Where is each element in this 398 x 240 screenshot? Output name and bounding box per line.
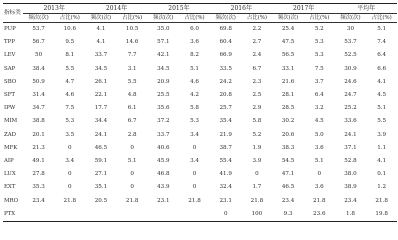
- row-label: EXT: [4, 184, 16, 191]
- frequency-cell: 34.5: [94, 65, 108, 72]
- table-row: [3, 49, 397, 62]
- year-header: 2014年: [85, 4, 147, 14]
- share-cell: 0: [130, 184, 134, 191]
- share-cell: 2.3: [252, 78, 262, 85]
- share-cell: 0: [192, 184, 197, 191]
- frequency-cell: 17.7: [94, 105, 108, 112]
- share-cell: 4.5: [314, 118, 324, 125]
- share-header: 占比(%): [366, 14, 397, 23]
- share-cell: 10.5: [125, 26, 139, 32]
- frequency-cell: 59.1: [94, 158, 108, 165]
- frequency-cell: 52.8: [344, 158, 357, 165]
- share-cell: 6.4: [377, 52, 387, 59]
- row-label: SFT: [4, 92, 16, 99]
- frequency-cell: 21.6: [281, 78, 295, 85]
- table-row: [3, 142, 397, 155]
- table-row: [3, 155, 397, 168]
- share-header: 占比(%): [179, 14, 210, 23]
- share-cell: 2.5: [252, 92, 262, 99]
- share-cell: 5.1: [377, 26, 387, 32]
- share-cell: 3.4: [65, 158, 75, 165]
- frequency-cell: 46.5: [94, 144, 108, 151]
- frequency-cell: 57.1: [157, 39, 170, 46]
- frequency-cell: 41.9: [219, 171, 232, 178]
- frequency-cell: 35.6: [157, 105, 170, 112]
- share-cell: 23.6: [304, 208, 335, 222]
- frequency-cell: 49.1: [32, 158, 45, 165]
- frequency-cell: 25.4: [281, 26, 295, 32]
- share-cell: 5.3: [314, 52, 324, 59]
- frequency-cell: [85, 208, 116, 222]
- frequency-cell: 37.2: [157, 118, 170, 125]
- frequency-cell: 38.0: [344, 171, 357, 178]
- year-header: 2017年: [273, 4, 335, 14]
- frequency-cell: 27.8: [32, 171, 45, 178]
- share-cell: 8.2: [190, 52, 199, 59]
- share-cell: 3.9: [252, 158, 262, 165]
- table-row: [3, 129, 397, 142]
- data-table-figure: [3, 3, 395, 229]
- share-cell: 2.2: [252, 26, 262, 32]
- frequency-cell: 46.8: [157, 171, 170, 178]
- share-cell: 6.6: [377, 65, 387, 72]
- share-cell: 4.6: [65, 92, 75, 99]
- frequency-cell: 53.7: [32, 26, 45, 32]
- share-cell: 3.4: [190, 158, 199, 165]
- frequency-cell: 33.7: [94, 52, 108, 59]
- share-cell: 7.4: [377, 39, 387, 46]
- table-row: [3, 63, 397, 76]
- frequency-cell: 38.9: [344, 184, 357, 191]
- table-row: [3, 102, 397, 115]
- share-cell: 5.2: [314, 26, 324, 32]
- table-row: [3, 168, 397, 181]
- share-cell: 1.1: [377, 144, 387, 151]
- year-header-row: [3, 4, 397, 14]
- share-cell: 3.4: [190, 131, 199, 138]
- share-cell: 4.2: [190, 92, 199, 99]
- share-cell: 5.1: [190, 65, 199, 72]
- frequency-cell: 0: [210, 208, 241, 222]
- share-cell: 7.7: [127, 52, 137, 59]
- table-row: [3, 115, 397, 128]
- frequency-cell: 66.9: [219, 52, 232, 59]
- frequency-cell: 33.6: [344, 118, 357, 125]
- frequency-cell: 30: [346, 26, 355, 32]
- frequency-cell: [23, 208, 54, 222]
- table-row: [3, 195, 397, 208]
- frequency-cell: 20.6: [281, 131, 295, 138]
- frequency-cell: 27.1: [94, 171, 108, 178]
- share-cell: 0: [130, 144, 134, 151]
- frequency-cell: 40.6: [157, 144, 170, 151]
- frequency-cell: 52.5: [344, 52, 357, 59]
- row-label: IPW: [4, 105, 16, 112]
- frequency-cell: 38.7: [219, 144, 232, 151]
- frequency-cell: 50.9: [32, 78, 45, 85]
- frequency-cell: 34.7: [32, 105, 45, 112]
- frequency-cell: 56.5: [281, 52, 295, 59]
- share-cell: 5.3: [65, 118, 75, 125]
- frequency-cell: 21.3: [32, 144, 45, 151]
- frequency-cell: 47.1: [281, 171, 295, 178]
- share-cell: 0: [68, 184, 72, 191]
- frequency-cell: [148, 208, 179, 222]
- frequency-cell: 23.1: [219, 197, 232, 204]
- frequency-cell: 23.4: [32, 197, 45, 204]
- frequency-cell: 1.8: [335, 208, 366, 222]
- share-cell: 6.7: [252, 65, 262, 72]
- share-cell: 6.0: [190, 26, 199, 32]
- share-header: 占比(%): [54, 14, 85, 23]
- share-cell: 5.8: [252, 118, 262, 125]
- table-row: [3, 208, 397, 222]
- frequency-cell: 23.4: [344, 197, 357, 204]
- frequency-cell: 30.9: [344, 65, 357, 72]
- table-row: [3, 89, 397, 102]
- share-cell: 3.6: [314, 184, 324, 191]
- frequency-cell: 4.1: [96, 39, 106, 46]
- frequency-cell: 21.9: [219, 131, 232, 138]
- frequency-cell: 43.9: [157, 184, 170, 191]
- share-cell: 4.8: [127, 92, 137, 99]
- frequency-cell: 45.9: [157, 158, 170, 165]
- share-cell: 7.5: [314, 65, 324, 72]
- share-cell: 7.5: [65, 105, 75, 112]
- frequency-header: 频次(次): [85, 14, 116, 23]
- share-cell: 3.1: [127, 65, 137, 72]
- frequency-cell: 35.3: [32, 184, 45, 191]
- frequency-cell: 35.0: [157, 26, 170, 32]
- subheader-row: [3, 14, 397, 23]
- frequency-cell: 46.5: [281, 184, 295, 191]
- share-cell: 5.5: [127, 78, 137, 85]
- frequency-cell: 33.7: [157, 131, 170, 138]
- frequency-cell: 54.5: [281, 158, 295, 165]
- share-cell: 3.6: [314, 144, 324, 151]
- year-header: 2015年: [148, 4, 210, 14]
- share-cell: 3.9: [377, 131, 387, 138]
- frequency-cell: 24.1: [94, 131, 108, 138]
- share-cell: 5.0: [314, 131, 324, 138]
- row-label: LEV: [4, 52, 16, 59]
- frequency-cell: 24.1: [344, 131, 357, 138]
- row-label: AIP: [4, 158, 14, 165]
- share-cell: 21.8: [188, 197, 201, 204]
- frequency-cell: 31.4: [32, 92, 45, 99]
- share-cell: 0.1: [377, 171, 387, 178]
- frequency-cell: 37.1: [344, 144, 357, 151]
- frequency-cell: 55.4: [219, 158, 232, 165]
- share-cell: 0: [192, 144, 197, 151]
- corner-header: 指标类: [3, 4, 23, 23]
- share-cell: 2.9: [252, 105, 262, 112]
- frequency-cell: 20.1: [32, 131, 45, 138]
- share-cell: 6.1: [127, 105, 137, 112]
- share-cell: 0: [130, 171, 134, 178]
- share-cell: 21.8: [250, 197, 264, 204]
- table-body: [3, 23, 397, 222]
- share-cell: 9.5: [65, 39, 75, 46]
- frequency-cell: 25.7: [219, 105, 232, 112]
- frequency-cell: 24.2: [219, 78, 232, 85]
- share-cell: 5.3: [190, 118, 199, 125]
- share-header: 占比(%): [304, 14, 335, 23]
- frequency-cell: 20.8: [219, 92, 232, 99]
- frequency-cell: 24.7: [344, 92, 357, 99]
- share-cell: 19.8: [366, 208, 397, 222]
- share-cell: 2.4: [252, 52, 262, 59]
- share-cell: 6.7: [127, 118, 137, 125]
- share-cell: 4.1: [377, 78, 387, 85]
- share-cell: 1.2: [377, 184, 387, 191]
- frequency-cell: 47.5: [281, 39, 295, 46]
- frequency-cell: 35.1: [94, 184, 108, 191]
- share-cell: 5.3: [314, 39, 324, 46]
- frequency-header: 频次(次): [23, 14, 54, 23]
- share-cell: 100: [241, 208, 272, 222]
- row-label: MRO: [4, 197, 18, 204]
- frequency-cell: 60.4: [219, 39, 232, 46]
- share-cell: 4.1: [377, 158, 387, 165]
- share-cell: 5.1: [314, 158, 324, 165]
- share-cell: 5.2: [252, 131, 262, 138]
- share-cell: 21.8: [313, 197, 326, 204]
- frequency-cell: 32.4: [219, 184, 232, 191]
- share-cell: 21.8: [125, 197, 139, 204]
- row-label: LUX: [4, 171, 16, 178]
- share-cell: 6.4: [314, 92, 324, 99]
- frequency-cell: 50: [35, 52, 43, 59]
- share-header: 占比(%): [117, 14, 148, 23]
- share-cell: [179, 208, 210, 222]
- share-cell: 4.5: [377, 92, 387, 99]
- frequency-cell: 33.5: [219, 65, 232, 72]
- frequency-cell: 53.7: [344, 39, 357, 46]
- row-label: SBO: [4, 78, 17, 85]
- share-cell: 5.1: [127, 158, 137, 165]
- frequency-cell: 42.1: [157, 52, 170, 59]
- share-cell: 0: [68, 144, 72, 151]
- share-cell: 5.5: [65, 65, 75, 72]
- share-cell: 21.8: [375, 197, 388, 204]
- frequency-cell: 38.8: [32, 118, 45, 125]
- frequency-cell: 35.4: [219, 118, 232, 125]
- share-cell: 14.6: [125, 39, 139, 46]
- share-cell: 3.7: [314, 78, 324, 85]
- table-row: [3, 76, 397, 89]
- frequency-header: 频次(次): [148, 14, 179, 23]
- share-cell: 5.8: [190, 105, 199, 112]
- share-cell: 8.1: [65, 52, 75, 59]
- share-cell: 21.8: [63, 197, 77, 204]
- frequency-cell: 38.4: [32, 65, 45, 72]
- frequency-header: 频次(次): [335, 14, 366, 23]
- data-table: [3, 3, 397, 222]
- frequency-cell: 34.5: [157, 65, 170, 72]
- share-cell: 1.7: [252, 184, 262, 191]
- share-cell: [54, 208, 85, 222]
- table-row: [3, 181, 397, 194]
- share-cell: 4.6: [190, 78, 199, 85]
- share-cell: 0: [255, 171, 259, 178]
- frequency-cell: 28.5: [281, 105, 295, 112]
- frequency-cell: 26.1: [94, 78, 108, 85]
- share-cell: 0: [192, 171, 197, 178]
- share-cell: 4.7: [65, 78, 75, 85]
- share-cell: 5.5: [377, 118, 387, 125]
- table-row: [3, 23, 397, 37]
- share-cell: 2.8: [127, 131, 137, 138]
- row-label: MFK: [4, 144, 18, 151]
- frequency-cell: 30.2: [281, 118, 295, 125]
- share-cell: [117, 208, 148, 222]
- year-header: 平均年: [335, 4, 397, 14]
- share-cell: 2.7: [252, 39, 262, 46]
- frequency-header: 频次(次): [210, 14, 241, 23]
- share-cell: 0: [317, 171, 322, 178]
- share-cell: 3.2: [314, 105, 324, 112]
- share-cell: 10.6: [63, 26, 77, 32]
- frequency-cell: 22.1: [94, 92, 108, 99]
- frequency-cell: 24.6: [344, 78, 357, 85]
- frequency-cell: 9.3: [273, 208, 304, 222]
- frequency-cell: 20.5: [94, 197, 108, 204]
- frequency-cell: 56.7: [32, 39, 45, 46]
- frequency-cell: 23.1: [157, 197, 170, 204]
- share-header: 占比(%): [241, 14, 272, 23]
- frequency-cell: 20.9: [157, 78, 170, 85]
- share-cell: 0: [68, 171, 72, 178]
- table-row: [3, 36, 397, 49]
- frequency-header: 频次(次): [273, 14, 304, 23]
- frequency-cell: 23.4: [281, 197, 295, 204]
- row-label: PUP: [4, 26, 16, 32]
- year-header: 2016年: [210, 4, 272, 14]
- row-label: MIM: [4, 118, 18, 125]
- frequency-cell: 33.1: [281, 65, 295, 72]
- frequency-cell: 34.4: [94, 118, 108, 125]
- share-cell: 3.6: [190, 39, 199, 46]
- frequency-cell: 69.8: [219, 26, 232, 32]
- share-cell: 5.1: [377, 105, 387, 112]
- row-label: PTX: [3, 208, 23, 222]
- frequency-cell: 4.1: [96, 26, 106, 32]
- share-cell: 3.5: [65, 131, 75, 138]
- year-header: 2013年: [23, 4, 85, 14]
- row-label: ZAD: [4, 131, 16, 138]
- frequency-cell: 25.2: [344, 105, 357, 112]
- frequency-cell: 28.1: [281, 92, 295, 99]
- row-label: SAP: [4, 65, 16, 72]
- frequency-cell: 25.5: [157, 92, 170, 99]
- row-label: TPP: [4, 39, 15, 46]
- share-cell: 1.9: [252, 144, 262, 151]
- frequency-cell: 38.3: [281, 144, 295, 151]
